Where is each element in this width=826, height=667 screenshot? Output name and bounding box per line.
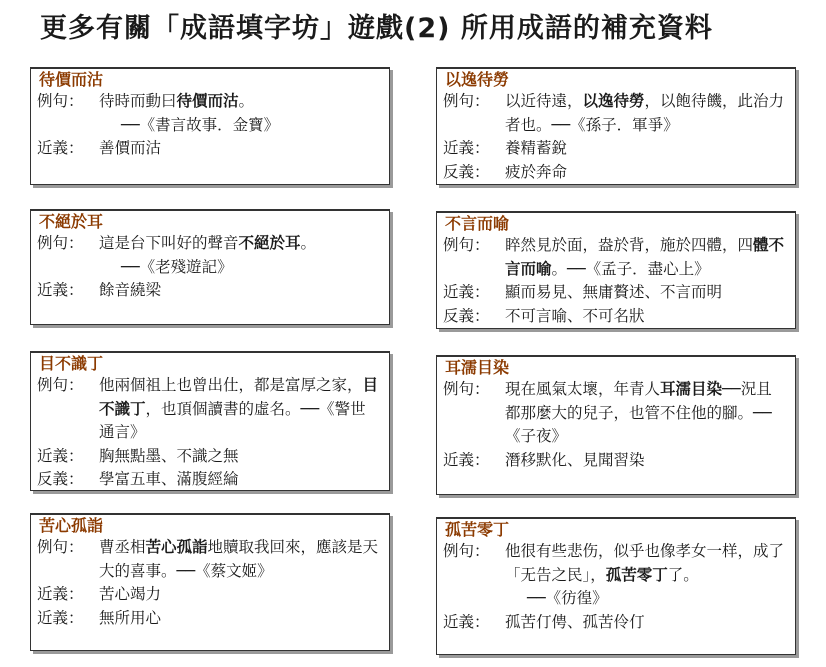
synonym-text: 潛移默化、見聞習染 (505, 450, 645, 469)
idiom-title: 孤苦零丁 (445, 520, 510, 539)
idiom-title: 不言而喻 (445, 214, 510, 233)
example-source: ──《老殘遊記》 (121, 257, 233, 276)
synonym-row (443, 611, 795, 635)
synonym-text: 餘音繞梁 (99, 281, 162, 299)
antonym-text: 學富五車、滿腹經綸 (99, 470, 239, 488)
synonym-label: 近義： (37, 446, 84, 465)
synonym-text: 胸無點墨、不識之無 (99, 446, 239, 465)
antonym-row (443, 305, 795, 329)
synonym-label: 近義： (443, 612, 490, 631)
example-source: ──《書言故事．金寶》 (121, 115, 280, 134)
example-source: ──《彷徨》 (527, 589, 608, 607)
synonym-row (443, 449, 795, 473)
antonym-text: 疲於奔命 (505, 162, 568, 181)
example-label: 例句： (37, 234, 84, 252)
example-row (443, 540, 795, 587)
idiom-card (436, 517, 796, 655)
idiom-title: 耳濡目染 (445, 358, 510, 377)
idiom-card (30, 67, 390, 185)
synonym-text: 孤苦仃俜、孤苦伶仃 (505, 612, 645, 631)
synonym-label: 近義： (37, 608, 84, 627)
antonym-row (443, 161, 795, 185)
example-row (37, 232, 389, 256)
synonym-label: 近義： (443, 139, 490, 157)
idiom-card (30, 209, 390, 325)
example-row (37, 90, 389, 114)
example-row (443, 378, 795, 449)
example-label: 例句： (443, 380, 490, 398)
antonym-row (37, 468, 389, 492)
antonym-text: 不可言喻、不可名狀 (505, 306, 645, 325)
synonym-row (37, 607, 389, 631)
idiom-card (30, 351, 390, 491)
example-text: 現在風氣太壞，年青人耳濡目染──況且都那麼大的兒子，也管不住他的腳。──《子夜》 (505, 380, 772, 445)
synonym-row (37, 137, 389, 161)
synonym-row (37, 279, 389, 303)
synonym-label: 近義： (443, 283, 490, 301)
antonym-label: 反義： (443, 162, 490, 181)
synonym-row (443, 137, 795, 161)
synonym-label: 近義： (37, 281, 84, 299)
example-row (37, 374, 389, 445)
example-label: 例句： (443, 92, 490, 110)
synonym-text: 苦心竭力 (99, 585, 162, 603)
example-text: 以近待遠，以逸待勞，以飽待饑，此治力者也。──《孫子．軍爭》 (505, 92, 785, 134)
synonym-row (37, 583, 389, 607)
idiom-title: 以逸待勞 (445, 70, 510, 89)
example-row (443, 90, 795, 137)
synonym-label: 近義： (37, 139, 84, 157)
idiom-card (436, 355, 796, 495)
example-row (443, 234, 795, 281)
example-label: 例句： (37, 376, 84, 394)
example-text: 睟然見於面，盎於背，施於四體，四體不言而喻。──《孟子．盡心上》 (505, 236, 785, 278)
synonym-row (37, 445, 389, 469)
idiom-title: 苦心孤詣 (39, 516, 104, 535)
example-label: 例句： (443, 542, 490, 560)
idiom-card (436, 67, 796, 185)
example-text: 這是台下叫好的聲音不絕於耳。 (99, 234, 317, 252)
idiom-title: 待價而沽 (39, 70, 104, 89)
idiom-title: 目不識丁 (39, 354, 104, 373)
synonym-label: 近義： (37, 585, 84, 603)
synonym-text: 顯而易見、無庸贅述、不言而明 (505, 283, 723, 301)
antonym-label: 反義： (37, 470, 84, 488)
example-text: 曹丞相苦心孤詣地贖取我回來，應該是天大的喜事。──《蔡文姬》 (99, 538, 379, 580)
synonym-row (443, 281, 795, 305)
example-row (37, 536, 389, 583)
synonym-text: 善價而沽 (99, 139, 162, 157)
idiom-title: 不絕於耳 (39, 212, 104, 231)
example-label: 例句： (37, 92, 84, 110)
synonym-label: 近義： (443, 450, 490, 469)
synonym-text: 養精蓄銳 (505, 139, 568, 157)
synonym-text: 無所用心 (99, 608, 162, 627)
example-text: 他很有些悲伤，似乎也像孝女一样，成了「无告之民」，孤苦零丁了。 (505, 542, 785, 584)
antonym-label: 反義： (443, 306, 490, 325)
idiom-card (436, 211, 796, 329)
idiom-card (30, 513, 390, 651)
example-text: 他兩個祖上也曾出仕，都是富厚之家，目不識丁，也頂個讀書的虛名。──《警世通言》 (99, 376, 379, 441)
example-label: 例句： (443, 236, 490, 254)
example-label: 例句： (37, 538, 84, 556)
example-text: 待時而動曰待價而沽。 (99, 92, 255, 110)
page-title: 更多有關「成語填字坊」遊戲(2) 所用成語的補充資料 (40, 13, 713, 44)
